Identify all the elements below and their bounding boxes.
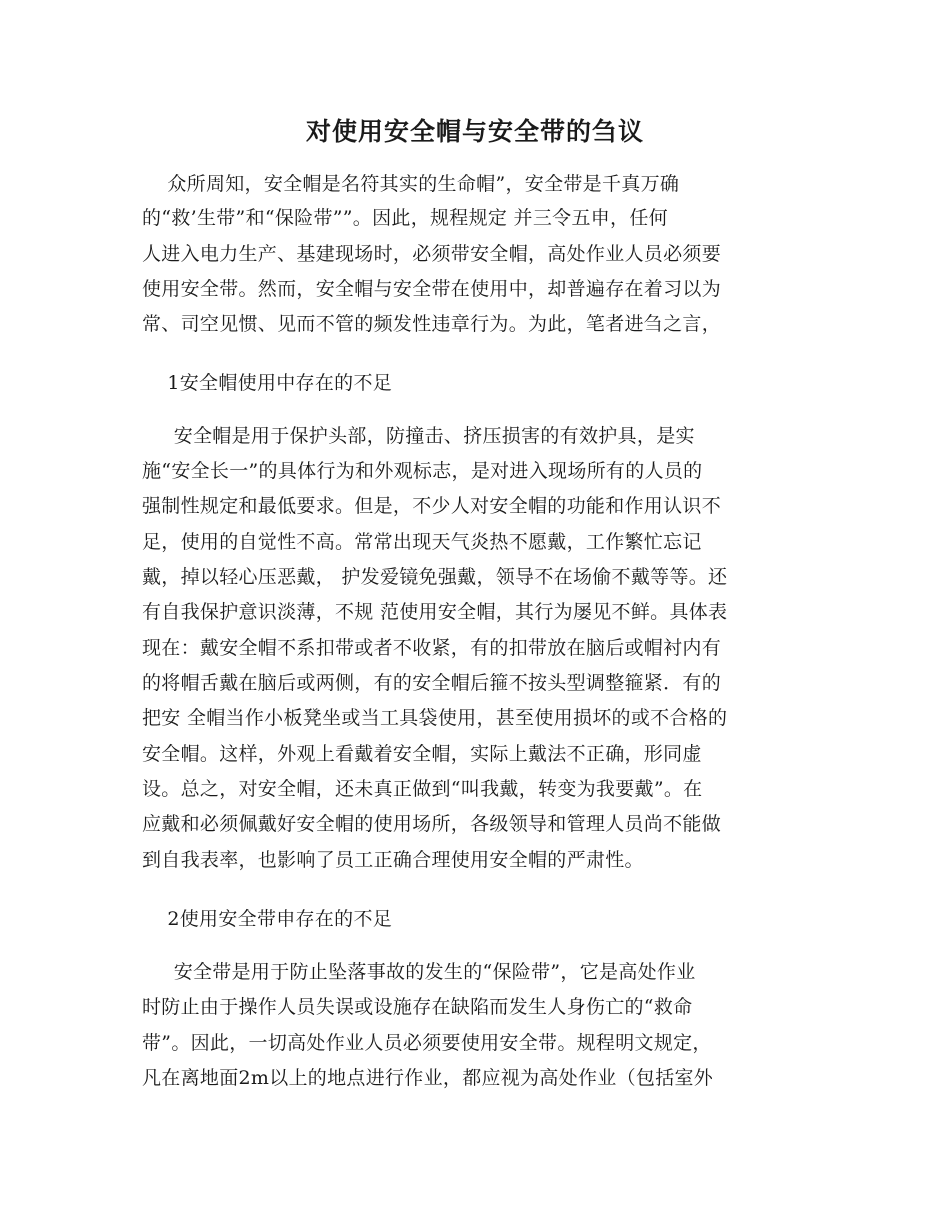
text-line: 现在：戴安全帽不系扣带或者不收紧，有的扣带放在脑后或帽衬内有 [142, 637, 722, 659]
section-heading: 2使用安全带申存在的不足 [142, 908, 393, 930]
text-line: 应戴和必须佩戴好安全帽的使用场所，各级领导和管理人员尚不能做 [142, 813, 722, 835]
text-line: 戴，掉以轻心压恶戴， 护发爱镜免强戴，领导不在场偷不戴等等。还 [142, 566, 728, 588]
text-line: 把安 全帽当作小板凳坐或当工具袋使用，甚至使用损坏的或不合格的 [142, 707, 728, 729]
text-line: 设。总之，对安全帽，还未真正做到“叫我戴，转变为我要戴”。在 [142, 778, 703, 800]
text-line: 使用安全带。然而，安全帽与安全带在使用中，却普遍存在着习以为 [142, 278, 722, 300]
text-line: 众所周知，安全帽是名符其实的生命帽”，安全带是千真万确 [142, 173, 680, 195]
text-line: 有自我保护意识淡薄，不规 范使用安全帽，其行为屡见不鲜。具体表 [142, 601, 728, 623]
text-line: 的“救’生带”和“保险带””。因此，规程规定 并三令五申，任何 [142, 207, 668, 229]
text-line: 的将帽舌戴在脑后或两侧，有的安全帽后箍不按头型调整箍紧．有的 [142, 672, 722, 694]
text-line: 凡在离地面2m以上的地点进行作业，都应视为高处作业（包括室外 [142, 1067, 714, 1089]
text-line: 足，使用的自觉性不高。常常出现天气炎热不愿戴，工作繁忙忘记 [142, 531, 702, 553]
text-line: 常、司空见惯、见而不管的频发性违章行为。为此，笔者进刍之言， [142, 313, 722, 335]
text-line: 施“安全长一”的具体行为和外观标志，是对进入现场所有的人员的 [142, 460, 703, 482]
text-line: 带”。因此，一切高处作业人员必须要使用安全带。规程明文规定， [142, 1032, 712, 1054]
page-title: 对使用安全帽与安全带的刍议 [305, 117, 644, 146]
text-line: 到自我表率，也影响了员工正确合理使用安全帽的严肃性。 [142, 849, 644, 871]
text-line: 人进入电力生产、基建现场时，必须带安全帽，高处作业人员必须要 [142, 243, 722, 265]
text-line: 时防止由于操作人员失误或设施存在缺陷而发生人身伤亡的“救命 [142, 996, 693, 1018]
text-line: 安全带是用于防止坠落事故的发生的“保险带”，它是高处作业 [142, 961, 696, 983]
text-line: 安全帽。这样，外观上看戴着安全帽，实际上戴法不正确，形同虚 [142, 743, 702, 765]
text-line: 强制性规定和最低要求。但是，不少人对安全帽的功能和作用认识不 [142, 495, 722, 517]
section-heading: 1安全帽使用中存在的不足 [142, 372, 393, 394]
text-line: 安全帽是用于保护头部，防撞击、挤压损害的有效护具，是实 [142, 425, 695, 447]
